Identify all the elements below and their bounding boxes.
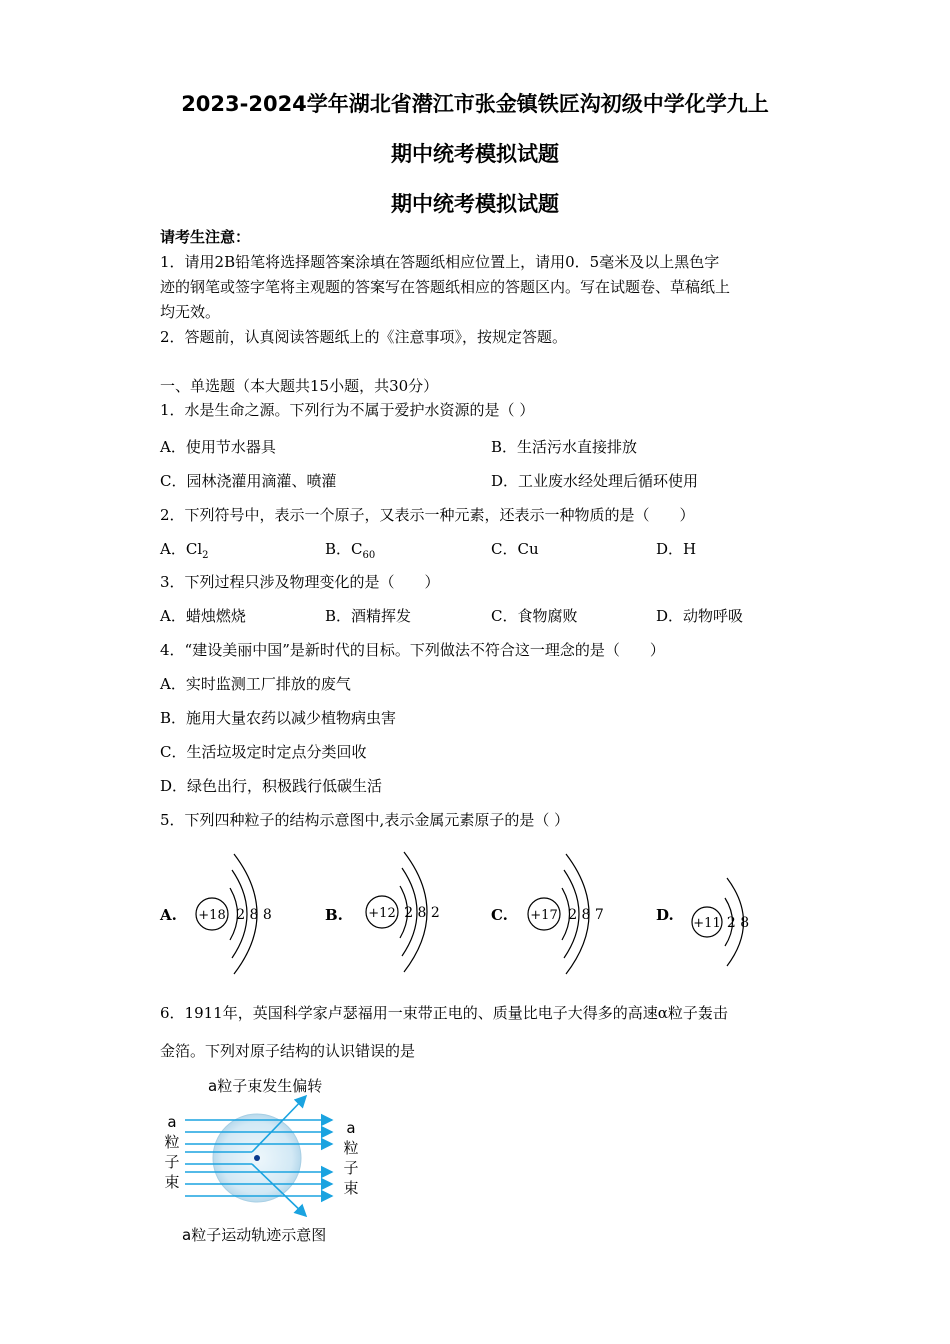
question-2-stem: 2．下列符号中，表示一个原子，又表示一种元素，还表示一种物质的是（ ） [160, 506, 695, 524]
question-4-option-b: B．施用大量农药以减少植物病虫害 [160, 709, 397, 727]
atom-a-nucleus: +18 [198, 908, 226, 923]
section-heading: 一、单选题（本大题共15小题，共30分） [160, 377, 439, 395]
atom-b-shells: 2 8 2 [404, 905, 440, 921]
atom-b-nucleus: +12 [368, 906, 396, 921]
option-b-subscript: 60 [362, 550, 376, 561]
option-b-label: B． [325, 540, 352, 558]
question-1-option-d: D．工业废水经处理后循环使用 [491, 472, 699, 490]
question-3-option-a: A．蜡烛燃烧 [160, 607, 246, 625]
option-a-formula: Cl [185, 540, 203, 558]
question-6-stem-line-2: 金箔。下列对原子结构的认识错误的是 [160, 1042, 416, 1060]
left-label-char: a [167, 1113, 177, 1131]
question-5-stem: 5．下列四种粒子的结构示意图中,表示金属元素原子的是（ ） [160, 811, 570, 829]
question-3-stem: 3．下列过程只涉及物理变化的是（ ） [160, 573, 440, 591]
option-a-label: A． [160, 540, 186, 558]
question-4-option-c: C．生活垃圾定时定点分类回收 [160, 743, 367, 761]
option-b-formula: C [351, 540, 363, 558]
nucleus-dot [254, 1155, 260, 1161]
atom-d-diagram [688, 872, 768, 972]
notice-heading: 请考生注意： [160, 228, 251, 246]
question-1-option-c: C．园林浇灌用滴灌、喷灌 [160, 472, 337, 490]
notice-item-1-line-3: 均无效。 [160, 303, 221, 321]
question-1-stem: 1．水是生命之源。下列行为不属于爱护水资源的是（ ） [160, 401, 535, 419]
left-label-char: 束 [164, 1173, 180, 1191]
question-2-option-b [325, 539, 375, 566]
figure-top-caption: a粒子束发生偏转 [208, 1077, 323, 1095]
atom-b-diagram [360, 850, 450, 974]
question-4-option-d: D．绿色出行，积极践行低碳生活 [160, 777, 383, 795]
page-subtitle: 期中统考模拟试题 [391, 142, 559, 166]
question-1-option-b: B．生活污水直接排放 [491, 438, 638, 456]
figure-bottom-caption: a粒子运动轨迹示意图 [182, 1226, 327, 1244]
question-3-option-d: D．动物呼吸 [656, 607, 744, 625]
figure-left-label [163, 1112, 181, 1192]
right-label-char: 粒 [343, 1139, 359, 1157]
atom-d-shells: 2 8 [726, 915, 750, 931]
notice-item-1-line-1: 1．请用2B铅笔将选择题答案涂填在答题纸相应位置上，请用0．5毫米及以上黑色字 [160, 253, 720, 271]
atom-c-shells: 2 8 7 [568, 907, 604, 923]
right-label-char: a [346, 1119, 356, 1137]
atom-c-diagram [522, 852, 612, 976]
question-4-stem: 4．“建设美丽中国”是新时代的目标。下列做法不符合这一理念的是（ ） [160, 641, 665, 659]
question-2-option-d: D．H [656, 540, 697, 558]
question-4-option-a: A．实时监测工厂排放的废气 [160, 675, 351, 693]
atom-c-nucleus: +17 [530, 908, 558, 923]
question-1-option-a: A．使用节水器具 [160, 438, 276, 456]
left-label-char: 子 [164, 1153, 180, 1171]
left-label-char: 粒 [164, 1133, 180, 1151]
page-title: 2023-2024学年湖北省潜江市张金镇铁匠沟初级中学化学九上 [181, 92, 769, 116]
question-3-option-b: B．酒精挥发 [325, 607, 412, 625]
page-subtitle-repeat: 期中统考模拟试题 [391, 192, 559, 216]
atom-a-shells: 2 8 8 [236, 907, 272, 923]
question-2-option-a [160, 539, 209, 566]
question-2-option-c: C．Cu [491, 540, 539, 558]
alpha-scattering-diagram [180, 1092, 345, 1224]
notice-item-2: 2．答题前，认真阅读答题纸上的《注意事项》，按规定答题。 [160, 328, 568, 346]
atom-d-nucleus: +11 [693, 916, 721, 931]
right-label-char: 束 [343, 1179, 359, 1197]
notice-item-1-line-2: 迹的钢笔或签字笔将主观题的答案写在答题纸相应的答题区内。写在试题卷、草稿纸上 [160, 278, 731, 296]
right-label-char: 子 [343, 1159, 359, 1177]
atom-c-label: C. [491, 906, 508, 924]
question-3-option-c: C．食物腐败 [491, 607, 578, 625]
atom-a-label: A. [160, 906, 177, 924]
atom-d-label: D. [656, 906, 674, 924]
atom-b-label: B. [325, 906, 343, 924]
option-a-subscript: 2 [202, 550, 209, 561]
question-6-stem-line-1: 6．1911年，英国科学家卢瑟福用一束带正电的、质量比电子大得多的高速α粒子轰击 [160, 1004, 728, 1022]
atom-a-diagram [190, 852, 280, 976]
